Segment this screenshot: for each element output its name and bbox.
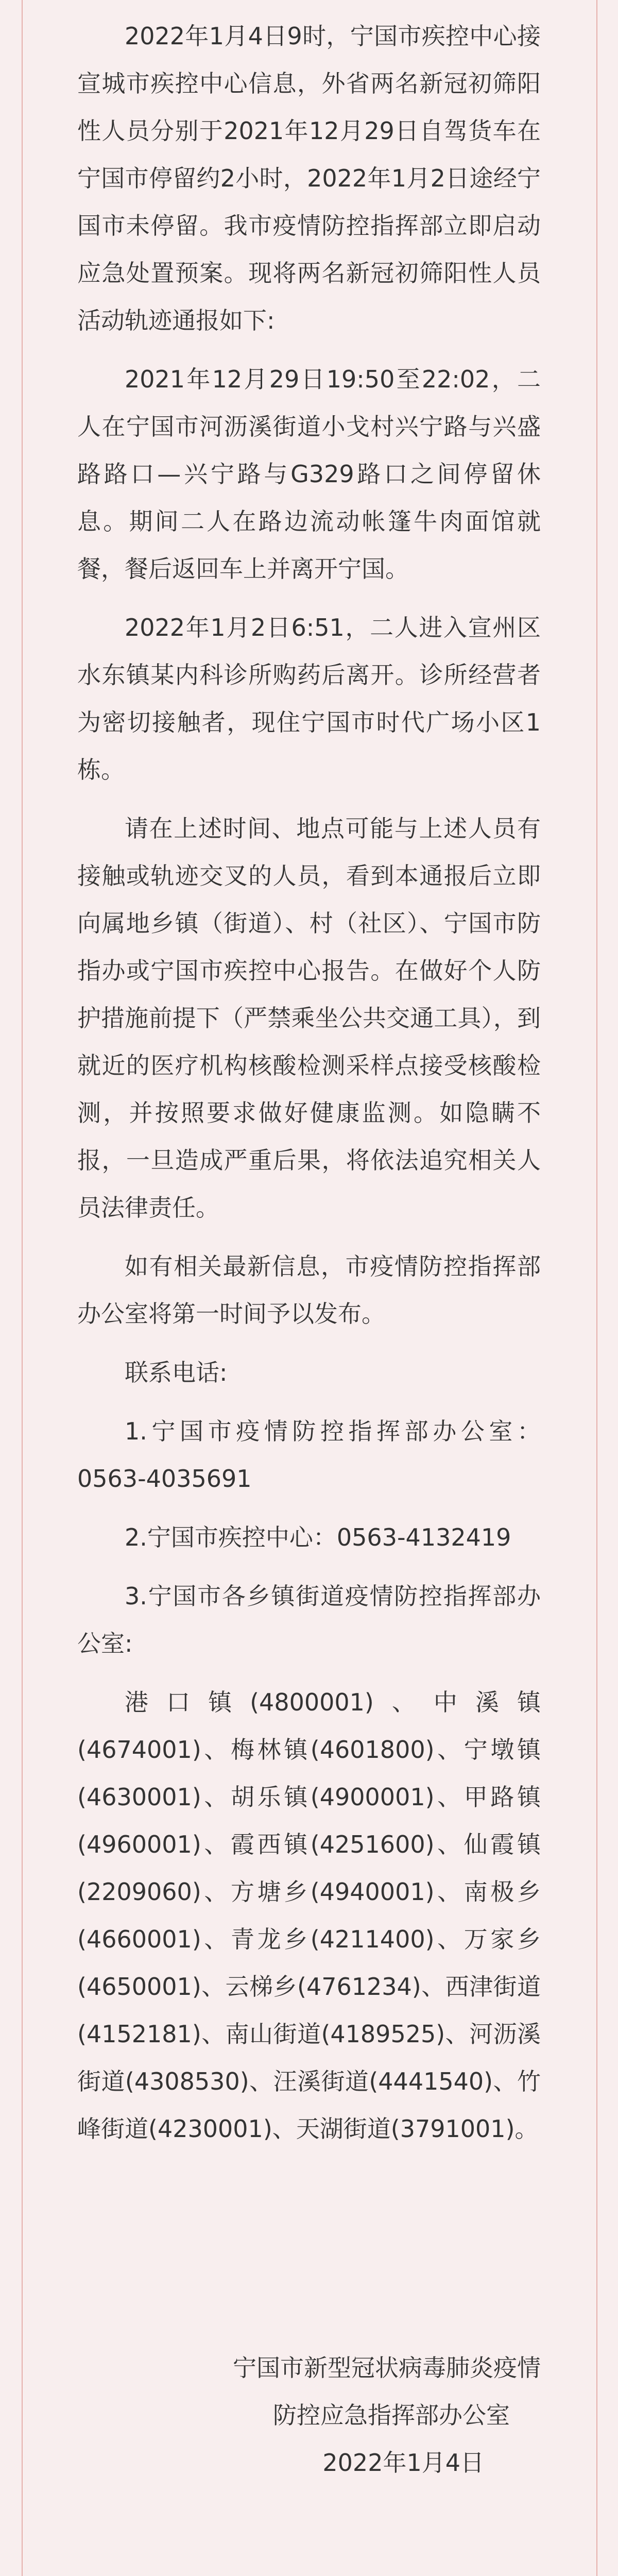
paragraph-intro: 2022年1月4日9时，宁国市疾控中心接宣城市疾控中心信息，外省两名新冠初筛阳性人员分别于2021年12月29日自驾货车在宁国市停留约2小时，2022年1月2日途经宁国市未停留。我市疫情防控指挥部立即启动应急处置预案。现将两名新冠初筛阳性人员活动轨迹通报如下: [77,22,541,334]
contact-item-3: 3.宁国市各乡镇街道疫情防控指挥部办公室: [77,1582,541,1657]
signature-date: 2022年1月4日 [322,2449,484,2477]
border-left [22,0,23,2576]
border-right [596,0,597,2576]
contacts-label: 联系电话: [125,1359,228,1386]
township-phone-list: 港口镇(4800001)、中溪镇(4674001)、梅林镇(4601800)、宁墩镇(4630001)、胡乐镇(4900001)、甲路镇(4960001)、霞西镇(4251600)、仙霞镇(2209060)、方塘乡(4940001)、南极乡(4660001)、青龙乡(4211400)、万家乡(4650001)、云梯乡(4761234)、西津街道(4152181)、南山街道(4189525)、河沥溪街道(4308530)、汪溪街道(4441540)、竹峰街道(4230001)、天湖街道(3791001)。 [77,1688,541,2143]
paragraph-track-1: 2021年12月29日19:50至22:02，二人在宁国市河沥溪街道小戈村兴宁路与兴盛路路口—兴宁路与G329路口之间停留休息。期间二人在路边流动帐篷牛肉面馆就餐，餐后返回车上并离开宁国。 [77,365,541,583]
paragraph-request: 请在上述时间、地点可能与上述人员有接触或轨迹交叉的人员，看到本通报后立即向属地乡镇（街道）、村（社区）、宁国市防指办或宁国市疾控中心报告。在做好个人防护措施前提下（严禁乘坐公共交通工具），到就近的医疗机构核酸检测采样点接受核酸检测，并按照要求做好健康监测。如隐瞒不报，一旦造成严重后果，将依法追究相关人员法律责任。 [77,815,541,1222]
signature-org-line-1: 宁国市新型冠状病毒肺炎疫情 [233,2354,541,2382]
paragraph-update: 如有相关最新信息，市疫情防控指挥部办公室将第一时间予以发布。 [77,1252,541,1328]
signature-block [77,2344,541,2486]
contact-item-2: 2.宁国市疾控中心：0563-4132419 [125,1523,511,1551]
contact-item-1: 1.宁国市疫情防控指挥部办公室：0563-4035691 [77,1417,541,1493]
paragraph-track-2: 2022年1月2日6:51，二人进入宣州区水东镇某内科诊所购药后离开。诊所经营者为密切接触者，现住宁国市时代广场小区1栋。 [77,614,541,784]
notice-body [77,12,541,2153]
signature-org-line-2: 防控应急指挥部办公室 [273,2401,510,2429]
